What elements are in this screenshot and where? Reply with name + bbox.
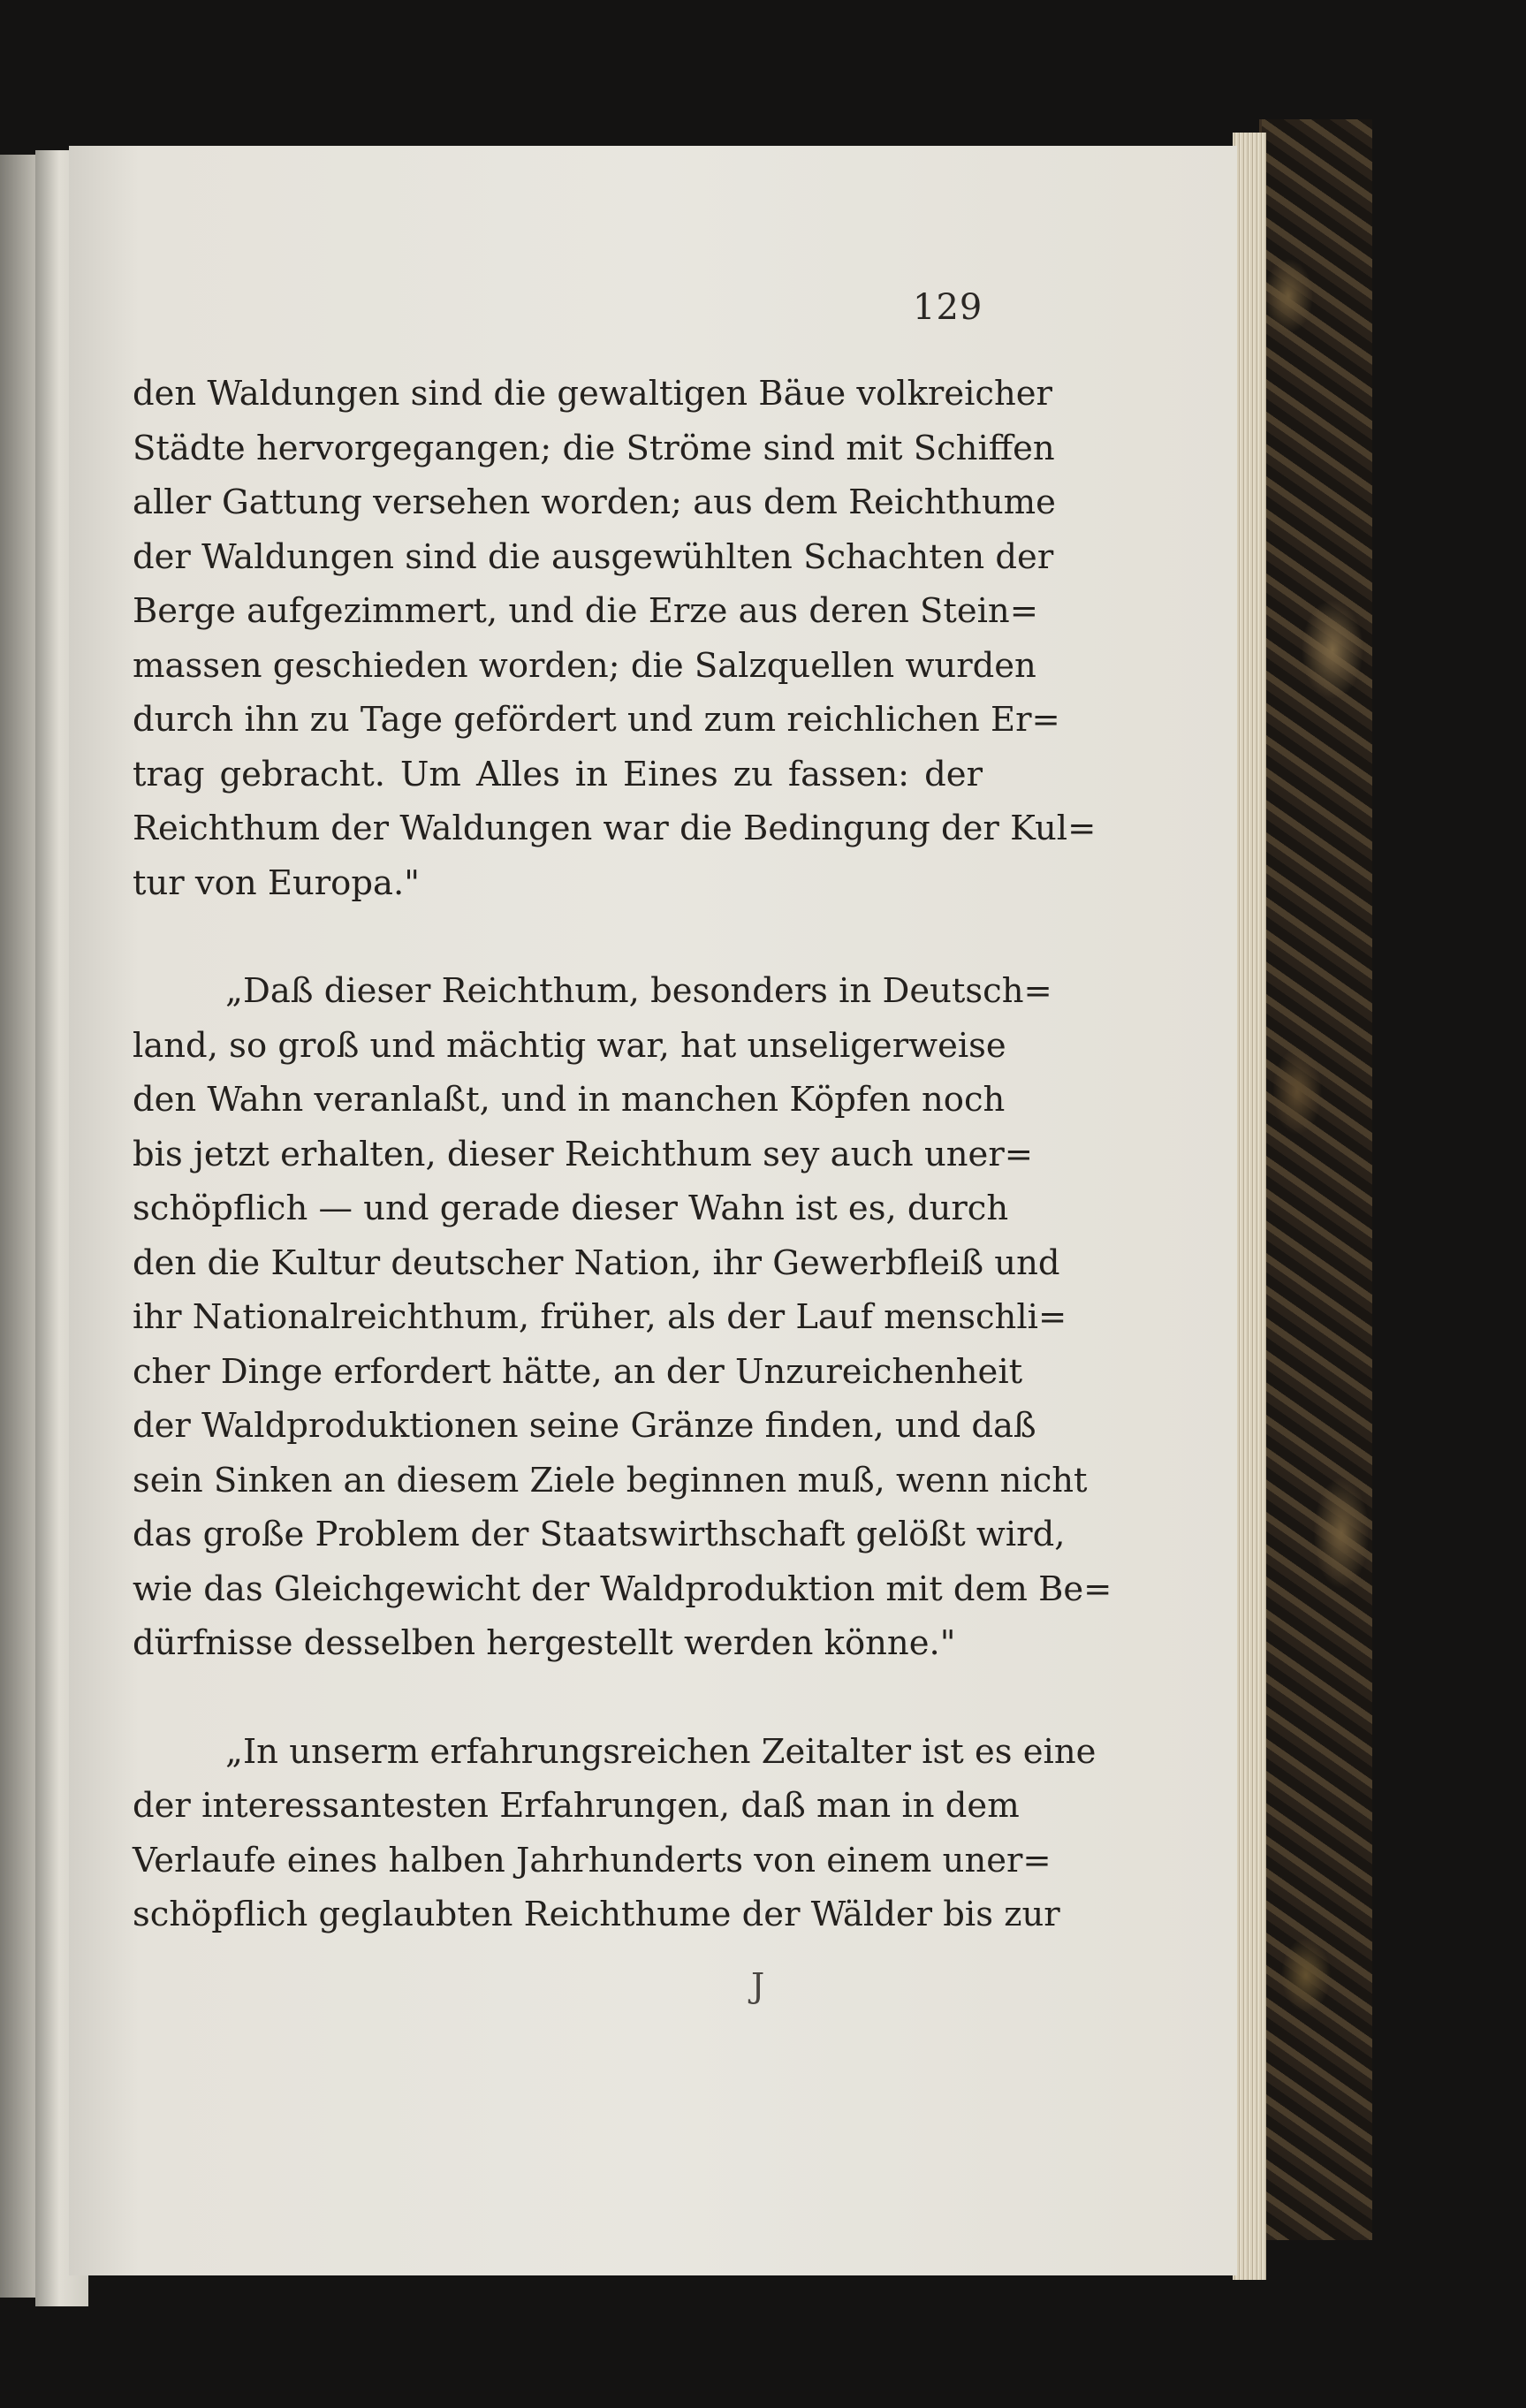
text-line: trag gebracht. Um Alles in Eines zu fassen: der — [133, 754, 983, 794]
paragraph-3 — [133, 1725, 1097, 1942]
text-line: cher Dinge erfordert hätte, an der Unzureichenheit — [133, 1351, 1023, 1392]
text-line: bis jetzt erhalten, dieser Reichthum sey auch uner= — [133, 1134, 1034, 1174]
signature-mark: J — [751, 1966, 765, 2005]
text-line: schöpflich — und gerade dieser Wahn ist es, durch — [133, 1189, 1009, 1228]
text-line: tur von Europa." — [133, 862, 420, 903]
text-line: das große Problem der Staatswirthschaft gelößt wird, — [133, 1515, 1066, 1554]
paragraph-1 — [133, 367, 1097, 910]
page-number: 129 — [913, 287, 983, 328]
text-line: durch ihn zu Tage gefördert und zum reichlichen Er= — [133, 700, 1060, 740]
text-line: aller Gattung versehen worden; aus dem Reichthume — [133, 482, 1056, 522]
page-edges — [1233, 133, 1266, 2280]
text-line: der Waldproduktionen seine Gränze finden, und daß — [133, 1406, 1036, 1446]
text-line: massen geschieden worden; die Salzquellen wurden — [133, 645, 1036, 686]
text-line: Städte hervorgegangen; die Ströme sind mit Schiffen — [133, 428, 1055, 468]
text-line: Verlaufe eines halben Jahrhunderts von einem uner= — [133, 1840, 1051, 1880]
text-line: Reichthum der Waldungen war die Bedingung der Kul= — [133, 809, 1097, 848]
paragraph-2 — [133, 964, 1112, 1671]
text-line: der interessantesten Erfahrungen, daß man in dem — [133, 1786, 1020, 1826]
text-line: den Waldungen sind die gewaltigen Bäue volkreicher — [133, 374, 1052, 414]
marbled-cover-board — [1259, 119, 1372, 2240]
text-line: „In unserm erfahrungsreichen Zeitalter ist es eine — [225, 1731, 1097, 1772]
text-line: wie das Gleichgewicht der Waldproduktion mit dem Be= — [133, 1569, 1112, 1609]
text-line: Berge aufgezimmert, und die Erze aus deren Stein= — [133, 591, 1038, 631]
text-line: sein Sinken an diesem Ziele beginnen muß, wenn nicht — [133, 1460, 1088, 1500]
text-line: dürfnisse desselben hergestellt werden könne." — [133, 1623, 956, 1663]
text-line: schöpflich geglaubten Reichthume der Wälder bis zur — [133, 1895, 1060, 1934]
text-line: ihr Nationalreichthum, früher, als der Lauf menschli= — [133, 1297, 1067, 1337]
text-line: „Daß dieser Reichthum, besonders in Deutsch= — [225, 971, 1052, 1011]
text-line: den Wahn veranlaßt, und in manchen Köpfen noch — [133, 1080, 1006, 1120]
text-line: den die Kultur deutscher Nation, ihr Gewerbfleiß und — [133, 1242, 1060, 1283]
text-line: der Waldungen sind die ausgewühlten Schachten der — [133, 536, 1054, 577]
text-line: land, so groß und mächtig war, hat unseligerweise — [133, 1025, 1006, 1066]
body-text — [133, 367, 1112, 1942]
